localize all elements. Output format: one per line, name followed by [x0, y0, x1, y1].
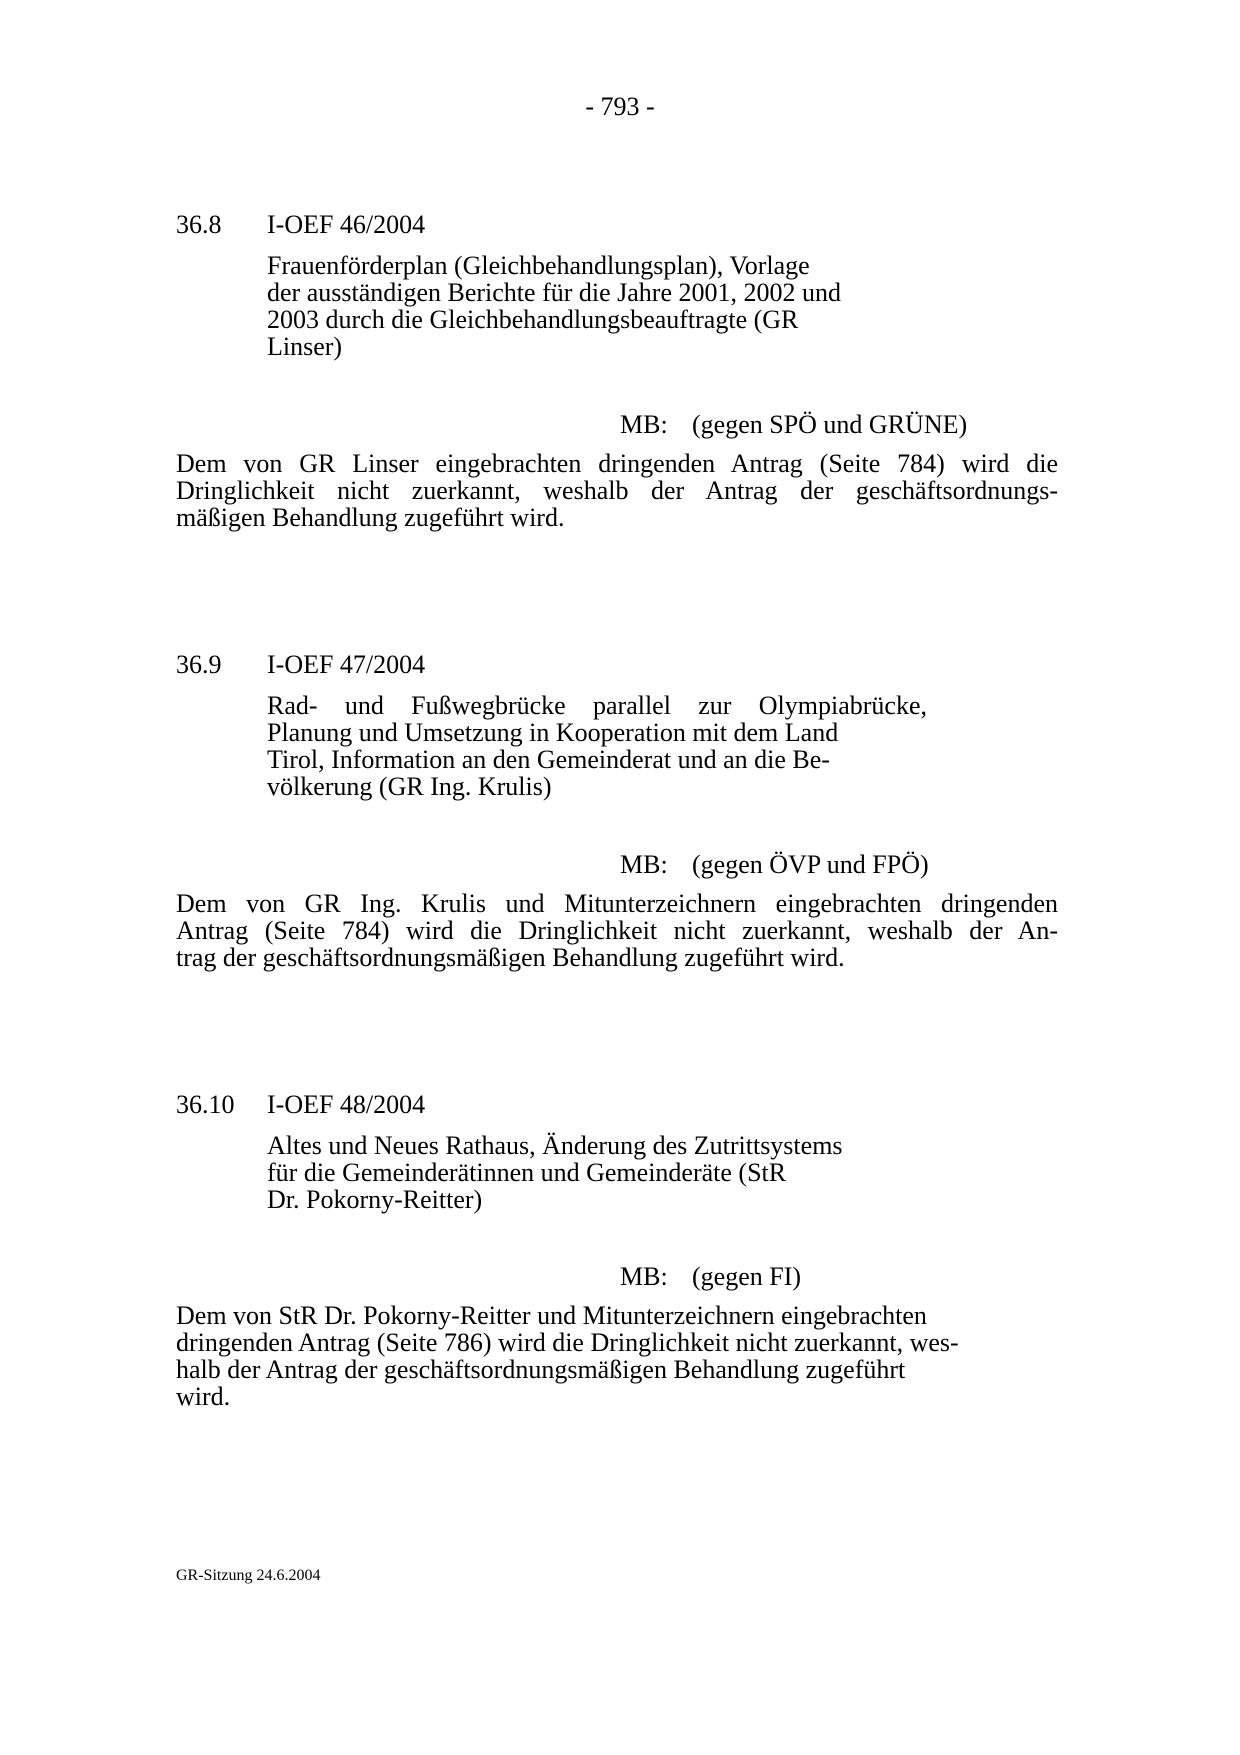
mb-label: MB:	[620, 850, 668, 879]
majority-decision	[620, 410, 967, 440]
item-title-line: Frauenförderplan (Gleichbehandlungsplan), Vorlage	[267, 251, 810, 280]
decision-line: mäßigen Behandlung zugeführt wird.	[176, 503, 565, 532]
item-title-line: völkerung (GR Ing. Krulis)	[267, 772, 552, 801]
item-title-line: 2003 durch die Gleichbehandlungsbeauftragte (GR	[267, 305, 799, 334]
decision-line: wird.	[176, 1382, 231, 1411]
decision-line: trag der geschäftsordnungsmäßigen Behandlung zugeführt wird.	[176, 943, 845, 972]
item-title-line: Linser)	[267, 332, 343, 361]
agenda-item-36-8	[176, 210, 1076, 532]
agenda-item-36-10	[176, 1090, 1076, 1411]
item-title-line: Planung und Umsetzung in Kooperation mit dem Land	[267, 718, 839, 747]
decision-line: Dem von StR Dr. Pokorny-Reitter und Mitunterzeichnern eingebrachten	[176, 1301, 927, 1330]
item-header	[176, 1090, 1076, 1120]
item-title-line: Rad- und Fußwegbrücke parallel zur Olympiabrücke,	[267, 691, 927, 720]
mb-text: (gegen SPÖ und GRÜNE)	[692, 410, 968, 439]
item-title-line: Altes und Neues Rathaus, Änderung des Zutrittsystems	[267, 1131, 843, 1160]
page-number: - 793 -	[585, 92, 655, 121]
item-number: 36.10	[176, 1090, 235, 1119]
item-title-line: für die Gemeinderätinnen und Gemeinderäte (StR	[267, 1158, 787, 1187]
item-title-line: Dr. Pokorny-Reitter)	[267, 1185, 483, 1214]
decision-line: dringenden Antrag (Seite 786) wird die Dringlichkeit nicht zuerkannt, wes-	[176, 1328, 959, 1357]
item-reference: I-OEF 47/2004	[267, 650, 426, 679]
decision-line: Antrag (Seite 784) wird die Dringlichkeit nicht zuerkannt, weshalb der An-	[176, 916, 1058, 945]
mb-text: (gegen FI)	[692, 1262, 802, 1291]
item-header	[176, 210, 1076, 240]
footer-session-date: GR-Sitzung 24.6.2004	[176, 1567, 321, 1584]
item-title	[267, 1132, 927, 1213]
item-title	[267, 252, 927, 360]
mb-label: MB:	[620, 410, 668, 439]
item-header	[176, 650, 1076, 680]
item-title-line: Tirol, Information an den Gemeinderat und an die Be-	[267, 745, 830, 774]
decision-line: Dem von GR Linser eingebrachten dringenden Antrag (Seite 784) wird die	[176, 449, 1058, 478]
item-reference: I-OEF 48/2004	[267, 1090, 426, 1119]
decision-text	[176, 450, 1058, 531]
decision-line: Dem von GR Ing. Krulis und Mitunterzeichnern eingebrachten dringenden	[176, 889, 1058, 918]
decision-line: halb der Antrag der geschäftsordnungsmäßigen Behandlung zugeführt	[176, 1355, 906, 1384]
majority-decision	[620, 1262, 801, 1292]
mb-text: (gegen ÖVP und FPÖ)	[692, 850, 929, 879]
decision-text	[176, 1302, 1058, 1410]
decision-line: Dringlichkeit nicht zuerkannt, weshalb der Antrag der geschäftsordnungs-	[176, 476, 1058, 505]
mb-label: MB:	[620, 1262, 668, 1291]
item-number: 36.8	[176, 210, 222, 239]
item-title	[267, 692, 927, 800]
item-number: 36.9	[176, 650, 222, 679]
decision-text	[176, 890, 1058, 971]
agenda-item-36-9	[176, 650, 1076, 972]
item-reference: I-OEF 46/2004	[267, 210, 426, 239]
item-title-line: der ausständigen Berichte für die Jahre 2001, 2002 und	[267, 278, 842, 307]
majority-decision	[620, 850, 929, 880]
